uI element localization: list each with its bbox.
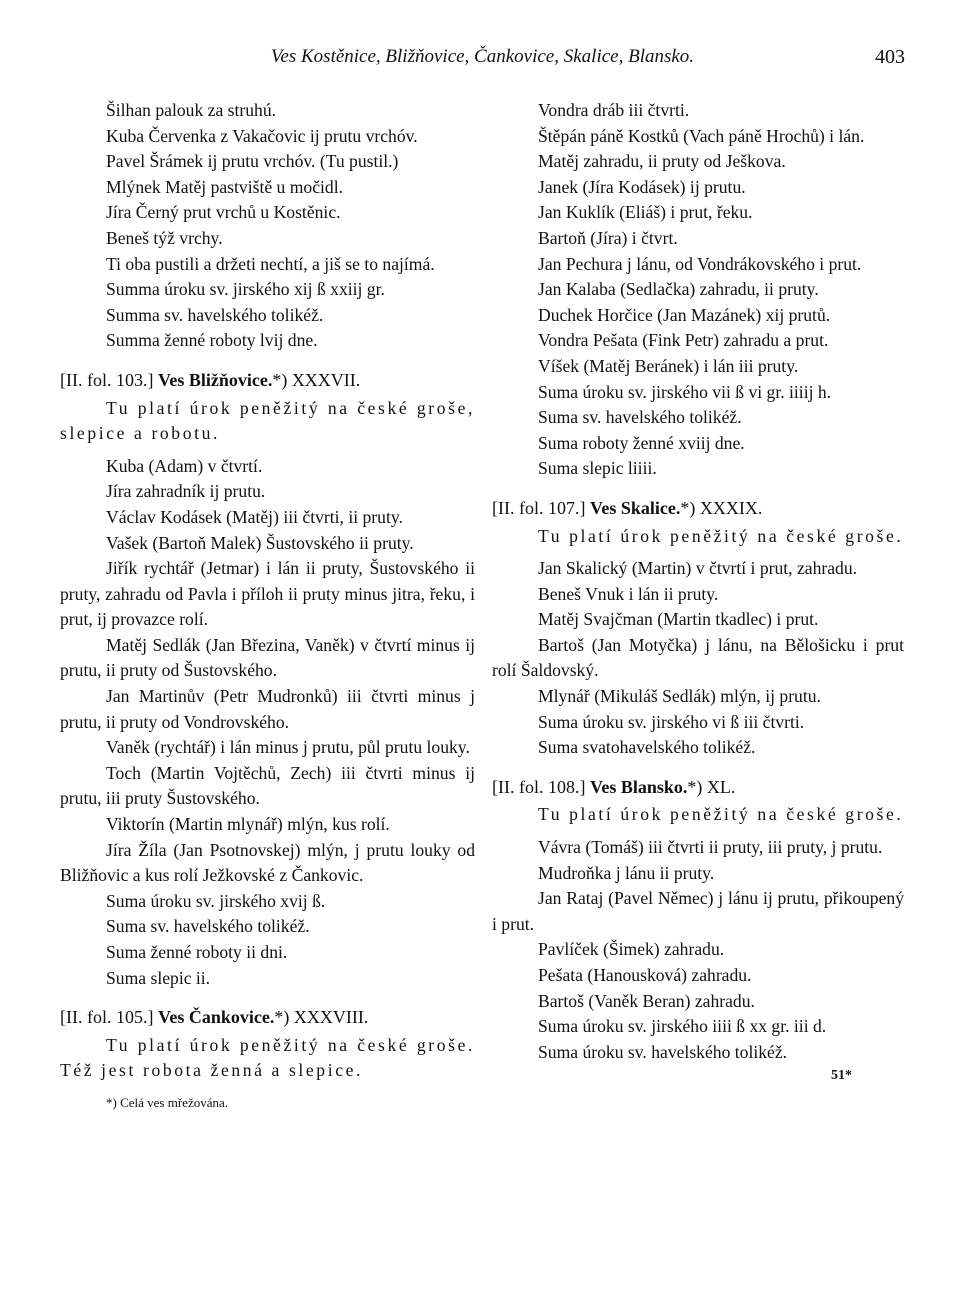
summary-line: Summa úroku sv. jirského xiј ß xxiiј gr. xyxy=(106,279,385,300)
summary-line: Suma úroku sv. jirského xviј ß. xyxy=(106,890,326,911)
folio-ref: [II. fol. 107.] xyxy=(492,497,586,518)
entry: Jíra Žíla (Jan Psotnovskej) mlýn, ј prutu louky od Bližňovic a kus rolí Ježkovské z Čankovic. xyxy=(60,839,475,886)
village-name: Ves Blansko. xyxy=(589,776,688,797)
village-name: Ves Bližňovice. xyxy=(157,369,273,390)
summary-line: Suma svatohavelského tolikéž. xyxy=(538,737,756,758)
summary-line: Summa sv. havelského tolikéž. xyxy=(106,304,324,325)
entry: Pavlíček (Šimek) zahradu. xyxy=(538,939,725,960)
entry: Jiřík rychtář (Jetmar) i lán ii pruty, Šustovského ii pruty, zahradu od Pavla i příloh ii pruty minus jitra, řeku, i prut, iј provazce rolí. xyxy=(60,558,475,630)
entry: Jan Kalaba (Sedlačka) zahradu, ii pruty. xyxy=(538,279,819,300)
section-heading-cankovice xyxy=(60,1005,475,1031)
section-heading-blansko xyxy=(492,775,904,801)
summary-line: Suma úroku sv. jirského vii ß vi gr. iiiiј h. xyxy=(538,381,832,402)
entry: Václav Kodásek (Matěj) iii čtvrti, ii pruty. xyxy=(106,506,403,527)
entry: Kuba (Adam) v čtvrtí. xyxy=(106,455,263,476)
entry: Mlýnek Matěj pastviště u močidl. xyxy=(106,176,343,197)
running-title: Ves Kostěnice, Bližňovice, Čankovice, Skalice, Blansko. xyxy=(270,46,695,67)
footnote-mark: *) xyxy=(272,369,288,390)
section-number: XXXVIII. xyxy=(293,1007,369,1028)
entry: Mlynář (Mikuláš Sedlák) mlýn, iј prutu. xyxy=(538,686,821,707)
entry: Pešata (Hanousková) zahradu. xyxy=(538,965,752,985)
summary-line: Suma ženné roboty ii dni. xyxy=(106,942,288,962)
entry: Toch (Martin Vojtěchů, Zech) iii čtvrti minus iј prutu, iii pruty Šustovského. xyxy=(60,762,475,809)
signature-mark: 51* xyxy=(831,1068,852,1084)
section-intro: Tu platí úrok peněžitý na české groše, slepice a robotu. xyxy=(60,397,475,444)
entry: Jan Skalický (Martin) v čtvrtí i prut, zahradu. xyxy=(538,558,858,579)
entry: Matěj zahradu, ii pruty od Ješkova. xyxy=(538,151,786,172)
entry: Bartoš (Jan Motyčka) ј lánu, na Bělošicku i prut rolí Šaldovský. xyxy=(492,634,904,681)
left-column xyxy=(60,98,475,1125)
page-header xyxy=(60,46,905,76)
entry: Jíra zahradník iј prutu. xyxy=(106,481,266,502)
summary-line: Suma sv. havelského tolikéž. xyxy=(106,916,310,937)
village-name: Ves Skalice. xyxy=(589,497,681,518)
page-number: 403 xyxy=(875,46,905,68)
section-intro: Tu platí úrok peněžitý na české groše. Též jest robota ženná a slepice. xyxy=(60,1034,475,1081)
entry: Janek (Jíra Kodásek) iј prutu. xyxy=(538,176,746,197)
entry: Pavel Šrámek iј prutu vrchóv. (Tu pustil.) xyxy=(106,151,399,172)
section-number: XL. xyxy=(706,776,736,797)
section-heading-skalice xyxy=(492,496,904,522)
entry: Viktorín (Martin mlynář) mlýn, kus rolí. xyxy=(106,814,390,835)
entry: Víšek (Matěj Beránek) i lán iii pruty. xyxy=(538,355,799,376)
footnote-mark: *) xyxy=(687,776,703,797)
section-heading-blizhnovice xyxy=(60,368,475,394)
village-name: Ves Čankovice. xyxy=(157,1007,275,1028)
section-number: XXXIX. xyxy=(699,497,763,518)
entry: Vašek (Bartoň Malek) Šustovského ii pruty. xyxy=(106,532,414,553)
entry: Vondra Pešata (Fink Petr) zahradu a prut. xyxy=(538,330,829,351)
entry: Bartoň (Jíra) i čtvrt. xyxy=(538,227,678,248)
entry: Jan Martinův (Petr Mudronků) iii čtvrti minus ј prutu, ii pruty od Vondrovského. xyxy=(60,686,475,732)
entry: Matěj Sedlák (Jan Březina, Vaněk) v čtvrtí minus iј prutu, ii pruty od Šustovského. xyxy=(60,634,475,681)
summary-line: Summa ženné roboty lviј dne. xyxy=(106,330,318,351)
summary-line: Suma roboty ženné xviiј dne. xyxy=(538,432,745,453)
summary-line: Suma sv. havelského tolikéž. xyxy=(538,407,742,428)
entry: Jíra Černý prut vrchů u Kostěnic. xyxy=(106,202,341,223)
entry: Ti oba pustili a držeti nechtí, a jiš se to najímá. xyxy=(106,253,435,274)
summary-line: Suma slepic ii. xyxy=(106,967,211,988)
section-intro: Tu platí úrok peněžitý na české groše. xyxy=(538,525,904,546)
summary-line: Suma úroku sv. havelského tolikéž. xyxy=(538,1041,788,1062)
entry: Bartoš (Vaněk Beran) zahradu. xyxy=(538,990,755,1011)
folio-ref: [II. fol. 108.] xyxy=(492,776,586,797)
entry: Beneš týž vrchy. xyxy=(106,227,223,248)
entry: Vávra (Tomáš) iii čtvrti ii pruty, iii pruty, ј prutu. xyxy=(538,837,883,858)
entry: Kuba Červenka z Vakačovic iј prutu vrchóv. xyxy=(106,125,418,146)
summary-line: Suma slepic liiii. xyxy=(538,458,657,479)
entry: Jan Pechura ј lánu, od Vondrákovského i prut. xyxy=(538,253,862,274)
entry: Duchek Horčice (Jan Mazánek) xiј prutů. xyxy=(538,304,831,325)
entry: Mudroňka ј lánu ii pruty. xyxy=(538,862,715,883)
summary-line: Suma úroku sv. jirského vi ß iii čtvrti. xyxy=(538,711,805,732)
entry: Vaněk (rychtář) i lán minus ј prutu, půl prutu louky. xyxy=(106,737,470,758)
entry: Jan Rataj (Pavel Němec) ј lánu iј prutu, přikoupený i prut. xyxy=(492,888,904,934)
summary-line: Suma úroku sv. jirského iiii ß xx gr. iii d. xyxy=(538,1016,827,1037)
folio-ref: [II. fol. 103.] xyxy=(60,369,154,390)
entry: Jan Kuklík (Eliáš) i prut, řeku. xyxy=(538,202,753,223)
entry: Šilhan palouk za struhú. xyxy=(106,100,277,120)
footnote: *) Celá ves mřežována. xyxy=(106,1094,229,1110)
entry: Štěpán páně Kostků (Vach páně Hrochů) i lán. xyxy=(538,125,865,146)
section-number: XXXVII. xyxy=(291,369,361,390)
section-intro: Tu platí úrok peněžitý na české groše. xyxy=(538,804,904,825)
footnote-mark: *) xyxy=(680,497,696,518)
footnote-mark: *) xyxy=(274,1007,290,1028)
entry: Beneš Vnuk i lán ii pruty. xyxy=(538,583,719,604)
entry: Matěj Svajčman (Martin tkadlec) i prut. xyxy=(538,609,819,630)
right-column xyxy=(492,98,904,1087)
entry: Vondra dráb iii čtvrti. xyxy=(538,100,690,120)
folio-ref: [II. fol. 105.] xyxy=(60,1007,154,1028)
